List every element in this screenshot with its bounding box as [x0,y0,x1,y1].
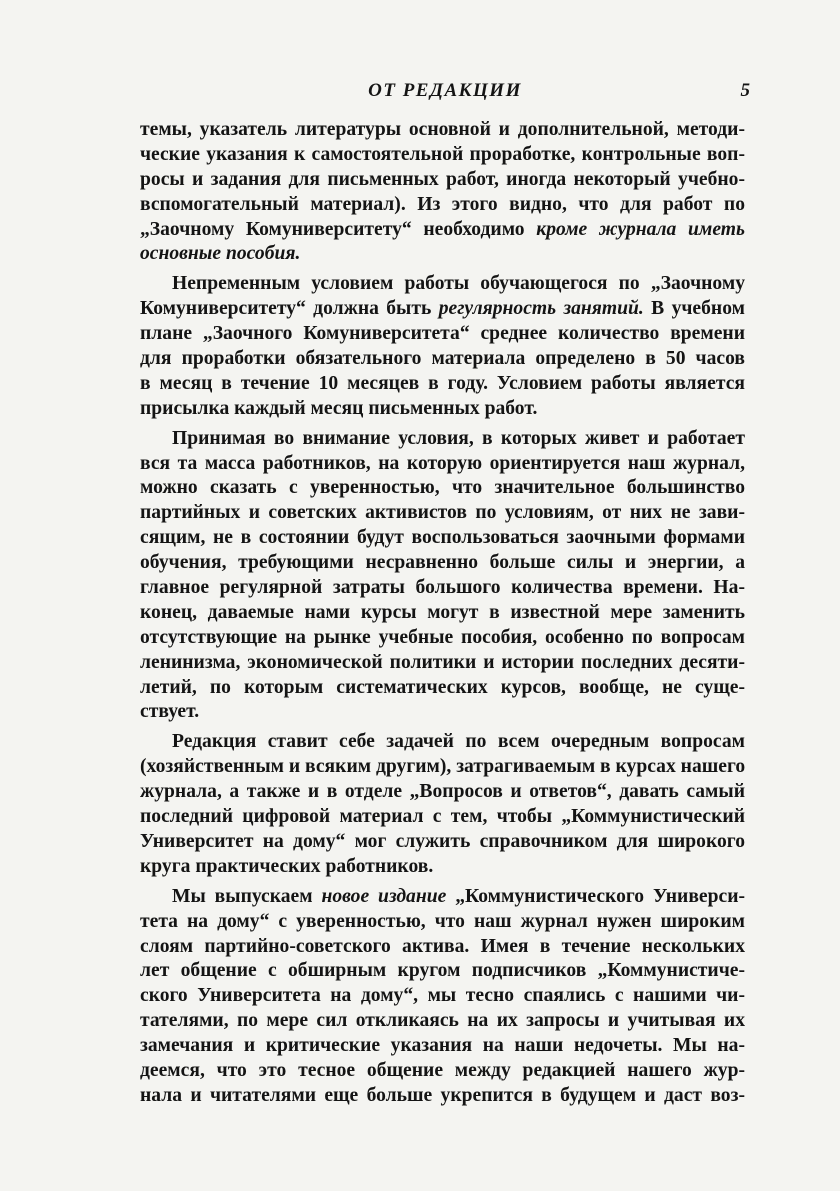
text-line: тета на дому“ с уверенностью, что наш журнал нужен широким [140,910,745,932]
text-line: слоям партийно-советского актива. Имея в течение нескольких [140,935,745,957]
text-line: Редакция ставит себе задачей по всем очередным вопросам [172,731,745,753]
text-line: для проработки обязательного материала определено в 50 часов [140,348,745,370]
text-line: росы и задания для письменных работ, иногда некоторый учебно- [140,168,745,190]
text-line: журнала, а также и в отделе „Вопросов и ответов“, давать самый [140,781,745,803]
running-head [140,80,750,108]
paragraph [140,272,745,421]
emphasis: основные пособия. [140,243,301,265]
body-text [140,118,745,1109]
text-line: круга практических работников. [140,855,434,877]
text-line: присылка каждый месяц письменных работ. [140,397,538,419]
paragraph [140,885,745,1109]
text-line: в месяц в течение 10 месяцев в году. Условием работы является [140,372,745,394]
text-line: Университет на дому“ мог служить справочником для широкого [140,830,745,852]
text-line: Комуниверситету“ должна быть регулярность занятий. В учебном [140,298,745,320]
running-head-title: ОТ РЕДАКЦИИ [368,80,522,101]
text-line: лет общение с обширным кругом подписчиков „Коммунистиче- [140,960,745,982]
page-number: 5 [740,80,750,101]
text-line: обучения, требующими несравненно больше силы и энергии, а [140,552,745,574]
text-line: Мы выпускаем новое издание „Коммунистического Универси- [172,885,746,907]
text-line: последний цифровой материал с тем, чтобы „Коммунистический [140,806,745,828]
text-line: Принимая во внимание условия, в которых живет и работает [172,427,745,449]
text-line: вся та масса работников, на которую ориентируется наш журнал, [140,452,745,474]
emphasis: кроме журнала иметь [536,218,745,240]
text-line: ского Университета на дому“, мы тесно спаялись с нашими чи- [140,985,745,1007]
emphasis: регулярность занятий. [438,298,644,320]
text-line: нала и читателями еще больше укрепится в будущем и даст воз- [140,1084,745,1106]
text-line: замечания и критические указания на наши недочеты. Мы на- [140,1035,745,1057]
text-line: партийных и советских активистов по условиям, от них не зави- [140,502,745,524]
emphasis: новое издание [321,885,447,907]
text-line: плане „Заочного Комуниверситета“ среднее количество времени [140,323,745,345]
text-line: можно сказать с уверенностью, что значительное большинство [140,477,745,499]
text-line: тателями, по мере сил откликаясь на их запросы и учитывая их [140,1010,745,1032]
text-line: ческие указания к самостоятельной проработке, контрольные воп- [140,143,745,165]
text-line [140,242,745,267]
text-line: ствует. [140,701,200,723]
text-line: темы, указатель литературы основной и дополнительной, методи- [140,119,745,140]
text-line: ленинизма, экономической политики и истории последних десяти- [140,651,745,673]
text-line: главное регулярной затраты большого количества времени. На- [140,577,745,599]
text-line: вспомогательный материал). Из этого видно, что для работ по [140,193,745,215]
text-line: конец, даваемые нами курсы могут в известной мере заменить [140,601,745,623]
text-line: деемся, что это тесное общение между редакцией нашего жур- [140,1059,745,1081]
paragraph [140,118,745,267]
text-line: летий, по которым систематических курсов, вообще, не суще- [140,676,745,698]
text-line: сящим, не в состоянии будут воспользоваться заочными формами [140,527,745,549]
text-line: Непременным условием работы обучающегося по „Заочному [172,273,745,295]
paragraph [140,427,745,726]
text-line: „Заочному Комуниверситету“ необходимо кроме журнала иметь [140,218,745,240]
text-line: (хозяйственным и всяким другим), затрагиваемым в курсах нашего [140,756,746,778]
text-line: отсутствующие на рынке учебные пособия, особенно по вопросам [140,626,745,648]
paragraph [140,730,745,879]
